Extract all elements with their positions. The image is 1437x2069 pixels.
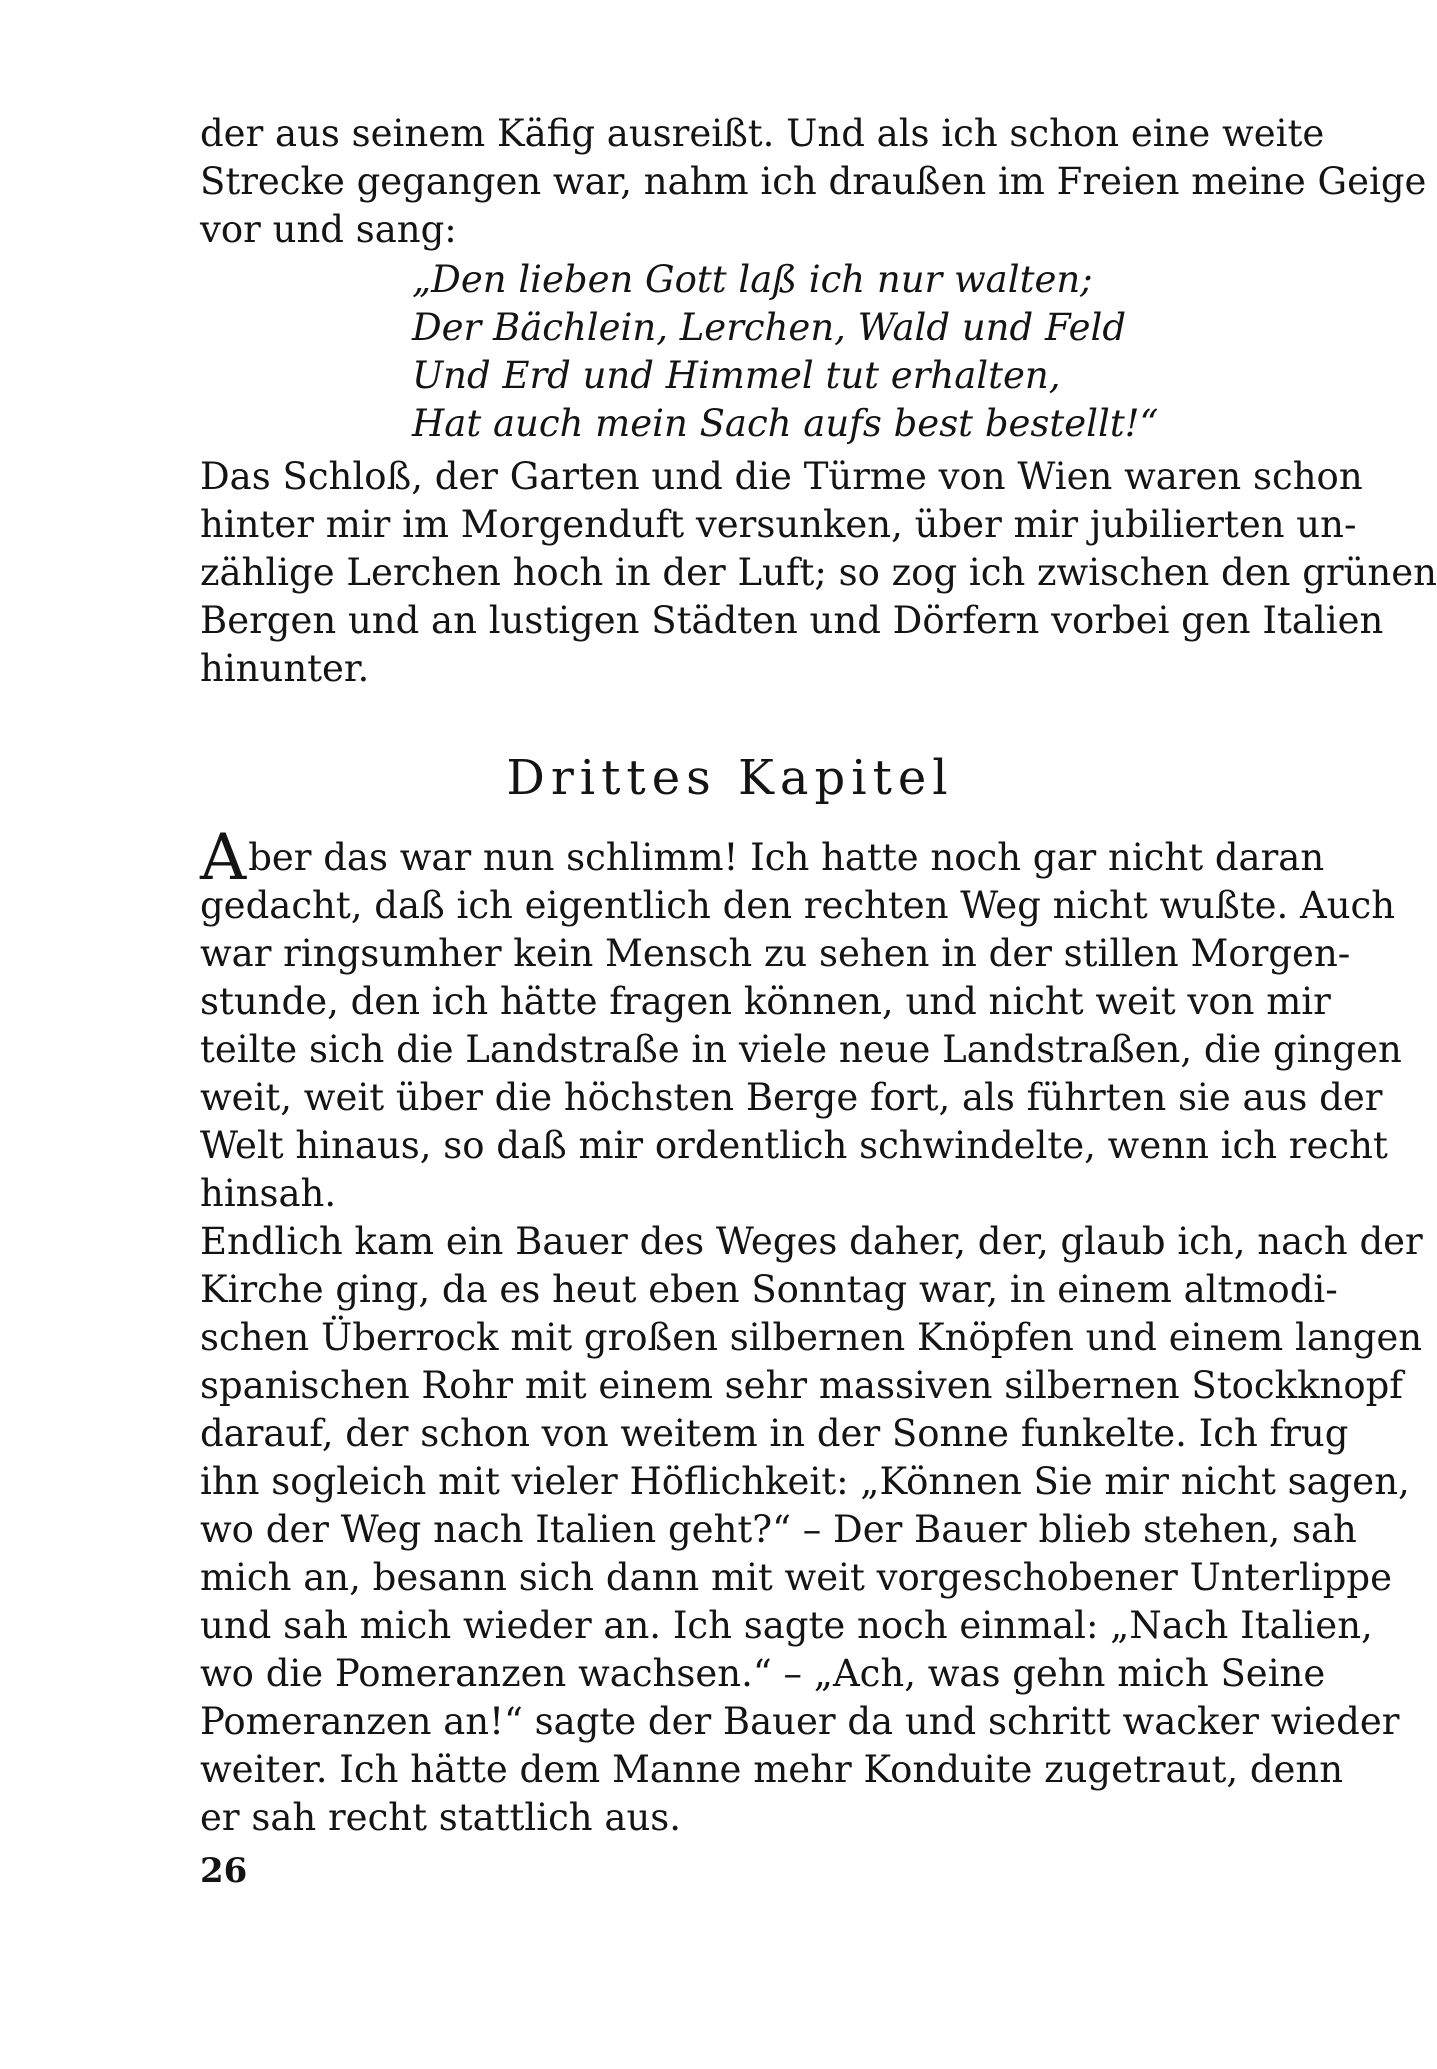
- text-line: Pomeranzen an!“ sagte der Bauer da und schritt wacker wieder: [200, 1700, 1400, 1743]
- text-line: Welt hinaus, so daß mir ordentlich schwindelte, wenn ich recht: [200, 1124, 1388, 1167]
- drop-cap: A: [200, 821, 247, 895]
- verse-line: Und Erd und Himmel tut erhalten,: [412, 354, 1061, 397]
- text-line-first: [200, 821, 1325, 895]
- text-line: weit, weit über die höchsten Berge fort, als führten sie aus der: [200, 1076, 1383, 1119]
- text-line: ihn sogleich mit vieler Höflichkeit: „Können Sie mir nicht sagen,: [200, 1460, 1410, 1503]
- text-line: Endlich kam ein Bauer des Weges daher, der, glaub ich, nach der: [200, 1220, 1423, 1263]
- text-line: mich an, besann sich dann mit weit vorgeschobener Unterlippe: [200, 1556, 1392, 1599]
- text-line: schen Überrock mit großen silbernen Knöpfen und einem langen: [200, 1316, 1423, 1359]
- text-line: Strecke gegangen war, nahm ich draußen im Freien meine Geige: [200, 160, 1427, 203]
- text-line: darauf, der schon von weitem in der Sonne funkelte. Ich frug: [200, 1412, 1349, 1455]
- text-line: hinter mir im Morgenduft versunken, über mir jubilierten un-: [200, 503, 1357, 546]
- verse-line: Hat auch mein Sach aufs best bestellt!“: [412, 402, 1159, 445]
- text-line: vor und sang:: [200, 208, 457, 251]
- text-line: hinunter.: [200, 647, 370, 690]
- text-line: teilte sich die Landstraße in viele neue Landstraßen, die gingen: [200, 1028, 1402, 1071]
- text-line: wo der Weg nach Italien geht?“ – Der Bauer blieb stehen, sah: [200, 1508, 1357, 1551]
- text-line: wo die Pomeranzen wachsen.“ – „Ach, was gehn mich Seine: [200, 1652, 1326, 1695]
- text-line: Das Schloß, der Garten und die Türme von Wien waren schon: [200, 455, 1363, 498]
- text-line: er sah recht stattlich aus.: [200, 1796, 682, 1839]
- text-line: stunde, den ich hätte fragen können, und nicht weit von mir: [200, 980, 1331, 1023]
- text-line: hinsah.: [200, 1172, 337, 1215]
- text-line: Bergen und an lustigen Städten und Dörfern vorbei gen Italien: [200, 599, 1384, 642]
- text-line: weiter. Ich hätte dem Manne mehr Konduite zugetraut, denn: [200, 1748, 1344, 1791]
- verse-line: „Den lieben Gott laß ich nur walten;: [412, 258, 1093, 301]
- first-line-text: ber das war nun schlimm! Ich hatte noch gar nicht daran: [248, 836, 1325, 879]
- page-number: 26: [200, 1851, 248, 1891]
- text-line: und sah mich wieder an. Ich sagte noch einmal: „Nach Italien,: [200, 1604, 1373, 1647]
- verse-line: Der Bächlein, Lerchen, Wald und Feld: [412, 306, 1127, 349]
- text-line: spanischen Rohr mit einem sehr massiven silbernen Stockknopf: [200, 1364, 1403, 1407]
- text-line: der aus seinem Käfig ausreißt. Und als ich schon eine weite: [200, 112, 1325, 155]
- text-line: gedacht, daß ich eigentlich den rechten Weg nicht wußte. Auch: [200, 884, 1396, 927]
- book-page: [200, 110, 1437, 2030]
- text-line: zählige Lerchen hoch in der Luft; so zog ich zwischen den grünen: [200, 551, 1437, 594]
- chapter-heading: Drittes Kapitel: [506, 750, 954, 806]
- text-line: Kirche ging, da es heut eben Sonntag war, in einem altmodi-: [200, 1268, 1338, 1311]
- text-line: war ringsumher kein Mensch zu sehen in der stillen Morgen-: [200, 932, 1351, 975]
